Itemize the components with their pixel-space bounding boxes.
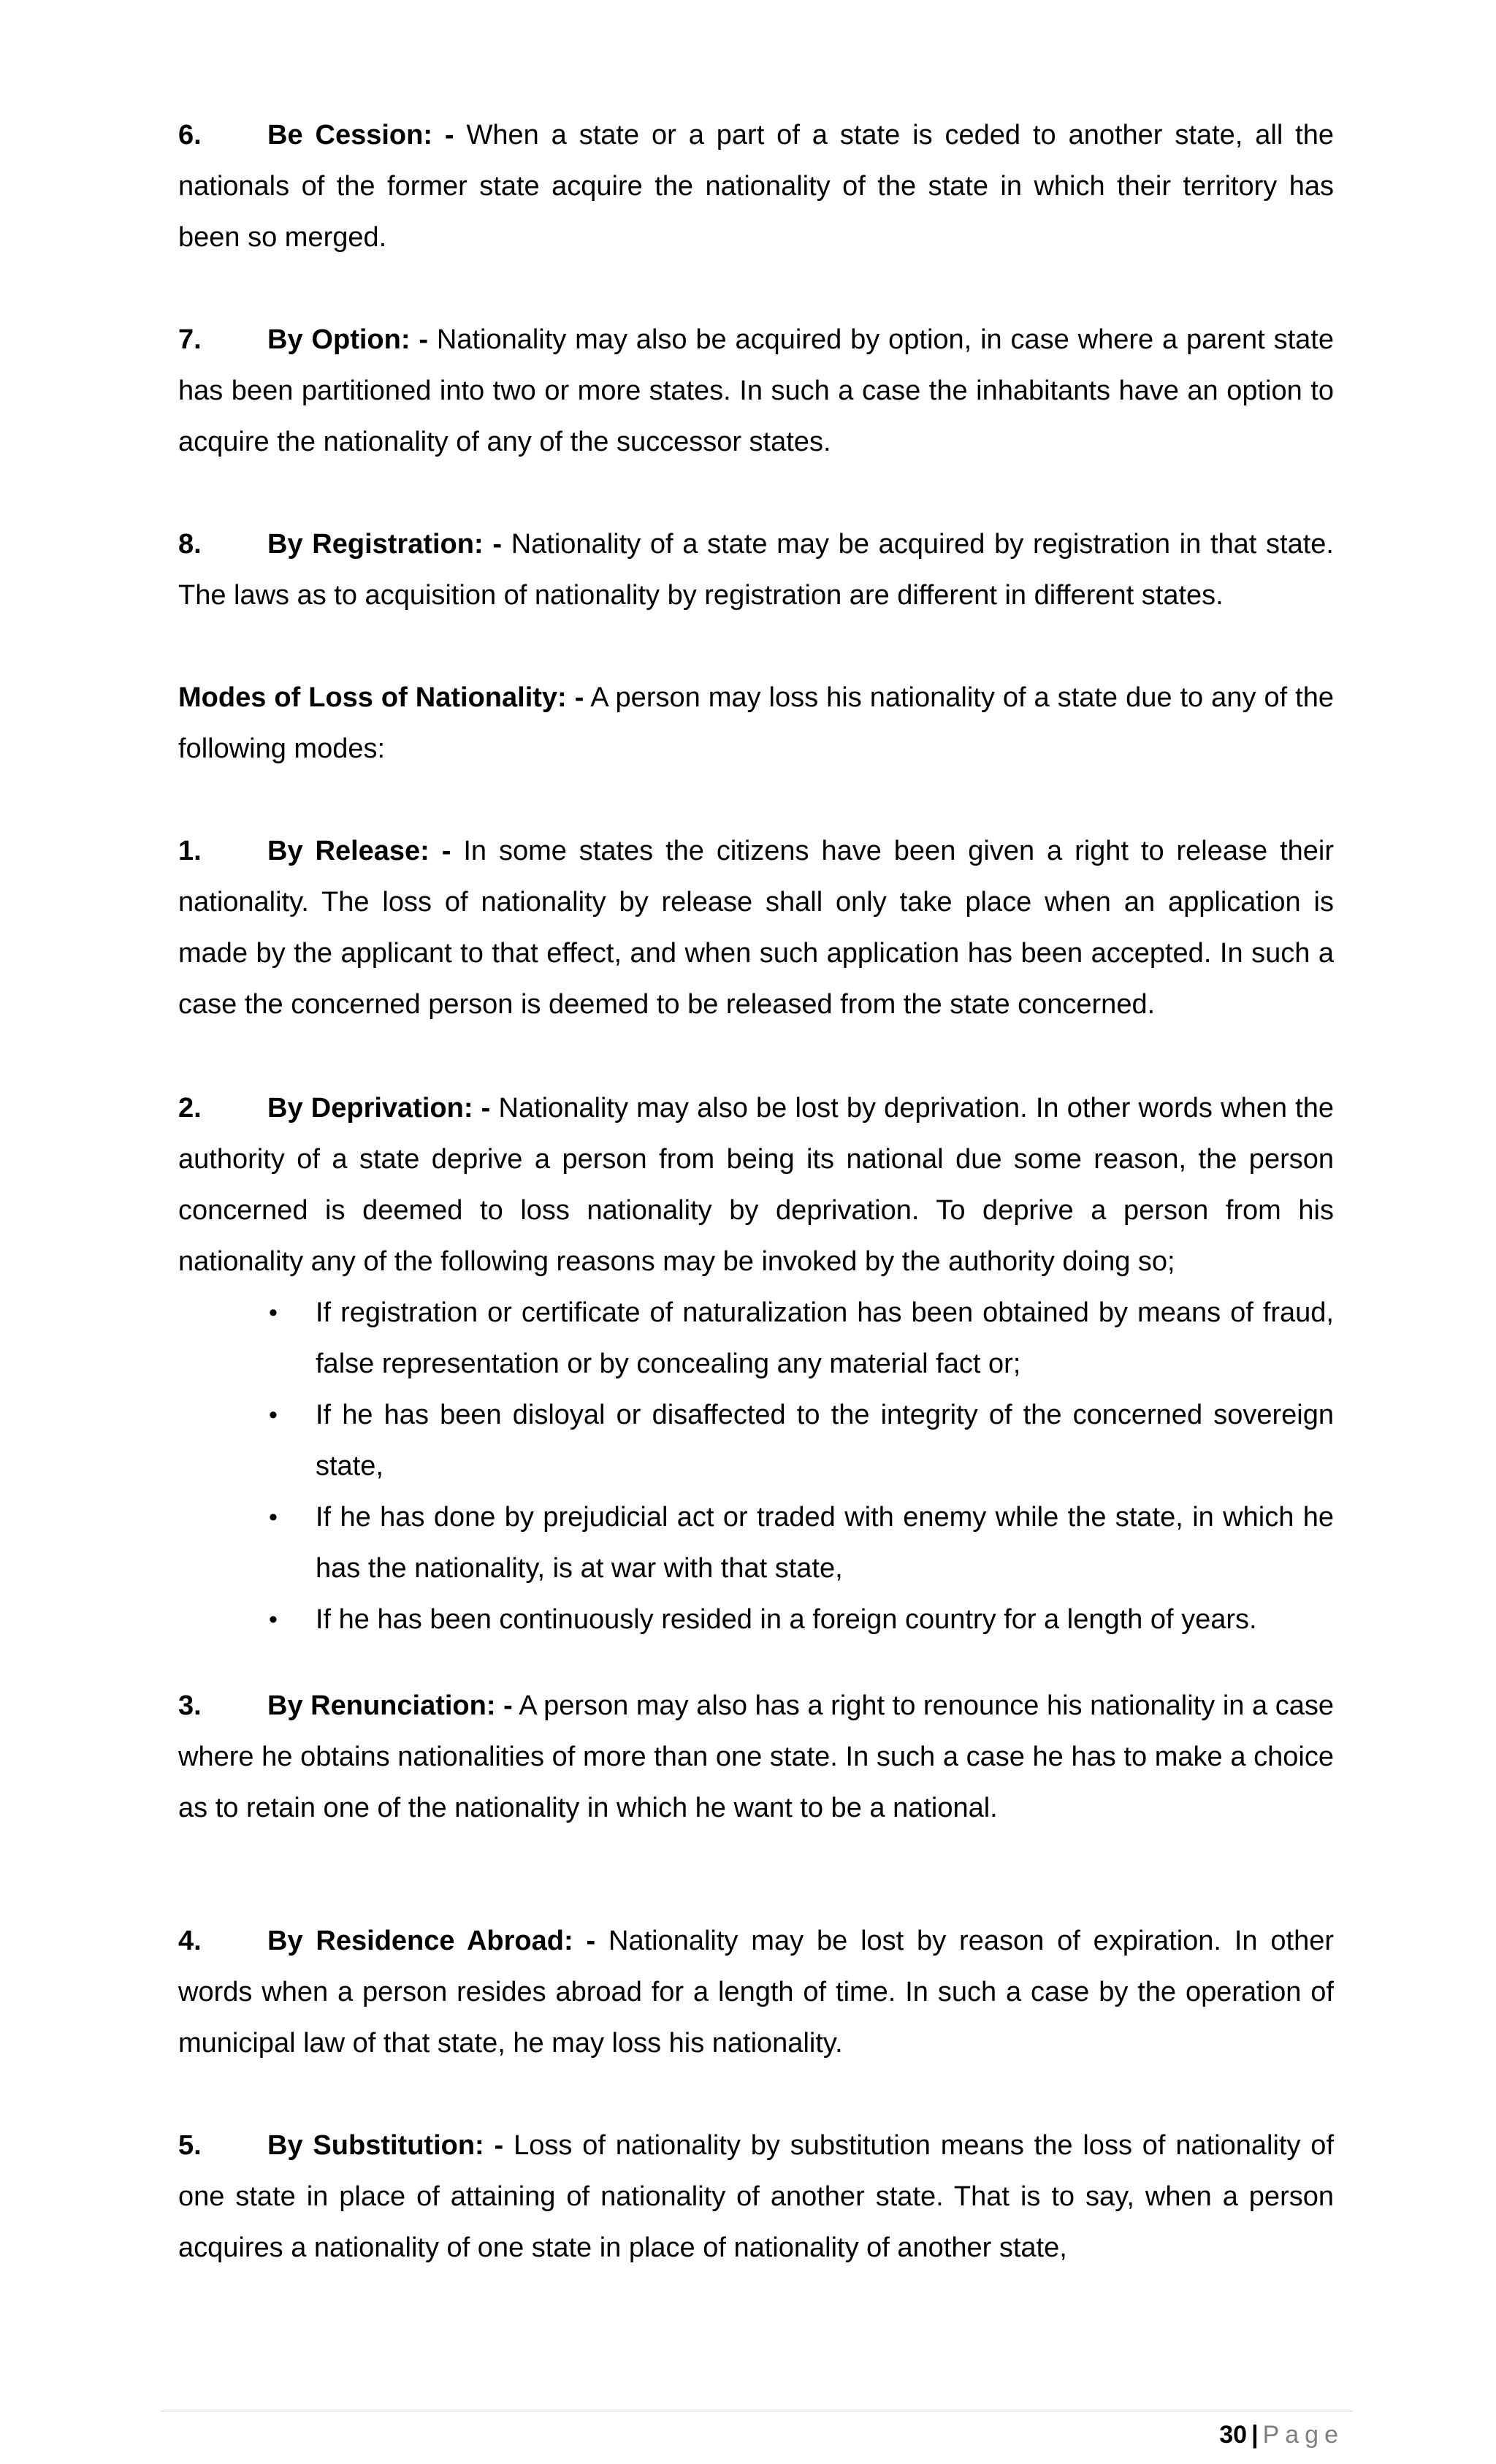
- page-label: Page: [1262, 2421, 1344, 2449]
- bullet-icon: •: [269, 1299, 278, 1327]
- footer-separator: |: [1251, 2421, 1259, 2449]
- item-heading: Be Cession: -: [267, 120, 454, 150]
- item-number: 5.: [178, 2130, 202, 2161]
- item-heading: By Registration: -: [267, 529, 502, 560]
- item-heading: By Substitution: -: [267, 2130, 504, 2161]
- item-number: 8.: [178, 529, 202, 560]
- list-item-text: If he has done by prejudicial act or traded with enemy while the state, in which he has the nationality, is at war with that state,: [316, 1502, 1334, 1584]
- item-text: Nationality may be lost by reason of expiration. In other words when a person resides abroad for a length of time. In such a case by the operation of municipal law of that state, he may loss his nationality.: [178, 1926, 1335, 2059]
- list-item: [269, 1492, 1334, 1594]
- page-footer: [1219, 2417, 1344, 2453]
- list-item: [269, 1389, 1334, 1492]
- item-text: Nationality may also be lost by deprivation. In other words when the authority of a state deprive a person from being its national due some reason, the person concerned is deemed to loss nationality by deprivation. To deprive a person from his nationality any of the following reasons may be invoked by the authority doing so;: [178, 1093, 1334, 1277]
- item-heading: By Renunciation: -: [267, 1690, 513, 1721]
- item-heading: By Release: -: [267, 836, 451, 866]
- page-body: [178, 110, 1334, 2273]
- item-number: 6.: [178, 120, 202, 150]
- paragraph-modes-of-loss: [178, 672, 1334, 774]
- list-item-text: If he has been disloyal or disaffected to the integrity of the concerned sovereign state,: [316, 1400, 1334, 1481]
- list-item: [269, 1287, 1334, 1389]
- item-heading: By Deprivation: -: [267, 1093, 491, 1124]
- item-number: 1.: [178, 836, 202, 866]
- item-heading: By Option: -: [267, 324, 429, 355]
- paragraph-substitution: [178, 2120, 1334, 2273]
- item-text: Nationality of a state may be acquired by registration in that state. The laws as to acquisition of nationality by registration are different in different states.: [178, 529, 1334, 611]
- deprivation-reasons-list: [178, 1287, 1334, 1645]
- list-item: [269, 1594, 1334, 1645]
- item-heading: By Residence Abroad: -: [267, 1926, 596, 1956]
- paragraph-release: [178, 825, 1334, 1030]
- paragraph-deprivation: [178, 1083, 1334, 1287]
- bullet-icon: •: [269, 1401, 278, 1429]
- item-text: Nationality may also be acquired by option, in case where a parent state has been partitioned into two or more states. In such a case the inhabitants have an option to acquire the nationality of any of the successor states.: [178, 324, 1334, 457]
- page-number: 30: [1219, 2421, 1248, 2449]
- item-number: 2.: [178, 1093, 202, 1124]
- list-item-text: If he has been continuously resided in a foreign country for a length of years.: [316, 1604, 1257, 1635]
- bullet-icon: •: [269, 1606, 278, 1633]
- bullet-icon: •: [269, 1503, 278, 1531]
- paragraph-renunciation: [178, 1680, 1334, 1834]
- item-number: 3.: [178, 1690, 202, 1721]
- item-number: 7.: [178, 324, 202, 355]
- paragraph-option: [178, 314, 1334, 468]
- paragraph-cession: [178, 110, 1334, 263]
- item-number: 4.: [178, 1926, 202, 1956]
- section-heading: Modes of Loss of Nationality: -: [178, 682, 584, 713]
- paragraph-residence-abroad: [178, 1915, 1334, 2069]
- item-text: A person may also has a right to renounce his nationality in a case where he obtains nationalities of more than one state. In such a case he has to make a choice as to retain one of the nationality in which he want to be a national.: [178, 1690, 1334, 1823]
- item-text: In some states the citizens have been given a right to release their nationality. The loss of nationality by release shall only take place when an application is made by the applicant to that effect, and when such application has been accepted. In such a case the concerned person is deemed to be released from the state concerned.: [178, 836, 1334, 1020]
- section-text: A person may loss his nationality of a state due to any of the following modes:: [178, 682, 1334, 764]
- list-item-text: If registration or certificate of naturalization has been obtained by means of fraud, false representation or by concealing any material fact or;: [316, 1297, 1334, 1379]
- item-text: When a state or a part of a state is ceded to another state, all the nationals of the former state acquire the nationality of the state in which their territory has been so merged.: [178, 120, 1335, 253]
- paragraph-registration: [178, 519, 1334, 621]
- item-text: Loss of nationality by substitution means the loss of nationality of one state in place of attaining of nationality of another state. That is to say, when a person acquires a nationality of one state in place of nationality of another state,: [178, 2130, 1334, 2263]
